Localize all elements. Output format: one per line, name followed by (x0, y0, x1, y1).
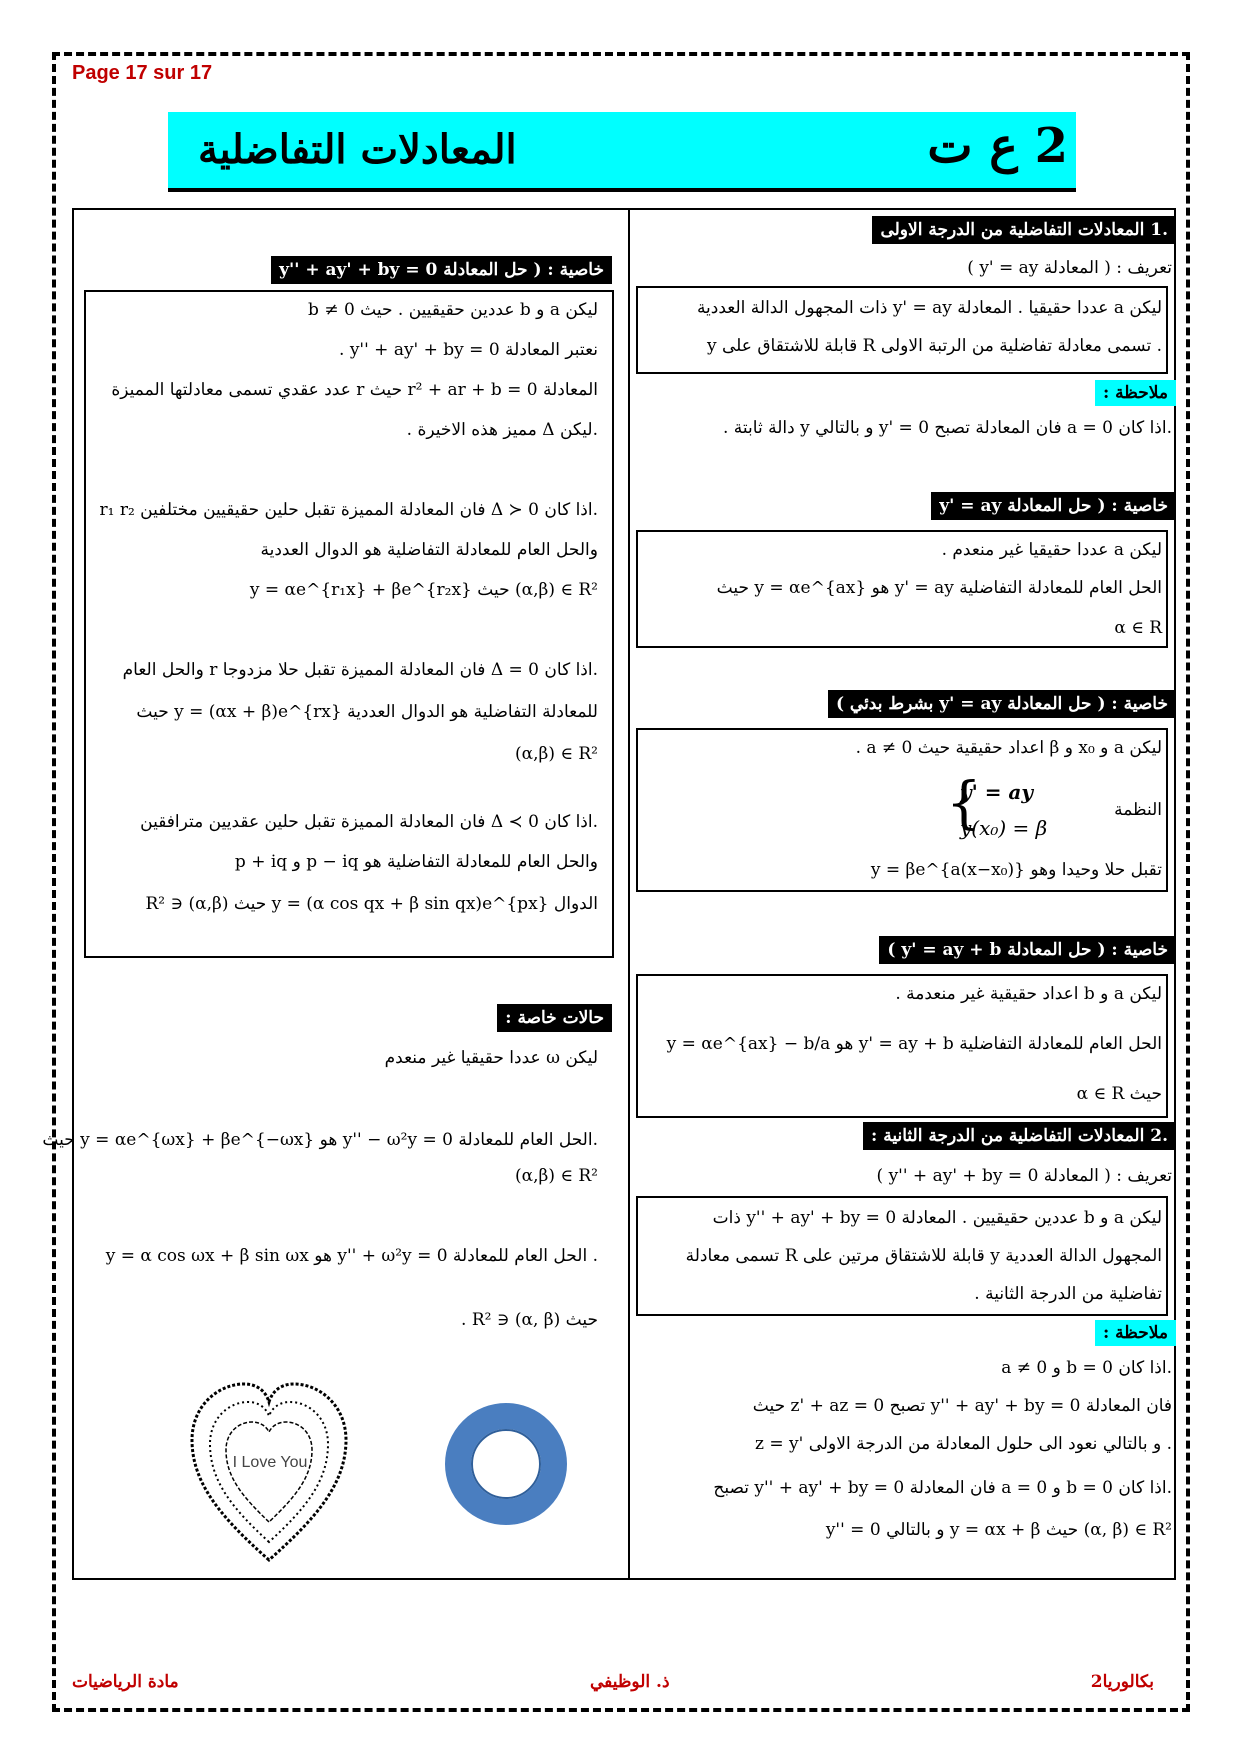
note2-line-4: .اذا كان b = 0 و a = 0 فان المعادلة y'' + ay' + by = 0 تصبح (713, 1478, 1172, 1498)
prop4-line-3: المعادلة r² + ar + b = 0 حيث r عدد عقدي تسمى معادلتها المميزة (111, 380, 598, 400)
section-1-title: .1 المعادلات التفاضلية من الدرجة الاولى (872, 216, 1176, 244)
prop1-line-2: الحل العام للمعادلة التفاضلية y' = ay هو y = αe^{ax} حيث (716, 578, 1162, 598)
special-line-2: .الحل العام للمعادلة y'' − ω²y = 0 هو y = αe^{ωx} + βe^{−ωx} حيث (42, 1130, 598, 1150)
special-cases-title: حالات خاصة : (497, 1004, 612, 1032)
special-line-1: ليكن ω عددا حقيقيا غير منعدم (384, 1048, 598, 1068)
property-1-title: خاصية : ( حل المعادلة y' = ay (931, 492, 1176, 520)
heart-text: I Love You (232, 1454, 308, 1471)
footer-level: 2بكالوريا (1090, 1672, 1154, 1692)
note2-line-2: فان المعادلة y'' + ay' + by = 0 تصبح z' + az = 0 حيث (752, 1396, 1172, 1416)
case3-line-2: p + iq و p − iq والحل العام للمعادلة التفاضلية هو (234, 852, 598, 872)
property-3-title: خاصية : ( حل المعادلة y' = ay + b ) (879, 936, 1176, 964)
system-brace: { (946, 771, 982, 836)
note-1-line: .اذا كان a = 0 فان المعادلة تصبح y' = 0 و بالتالي y دالة ثابتة . (722, 418, 1172, 438)
footer-author: ذ. الوظيفي (590, 1672, 670, 1692)
case2-line-2: للمعادلة التفاضلية هو الدوال العددية y = (αx + β)e^{rx} حيث (136, 702, 598, 722)
title-banner (168, 112, 1076, 192)
def2-line-3: تفاضلية من الدرجة الثانية . (974, 1284, 1162, 1304)
section-2-title: .2 المعادلات التفاضلية من الدرجة الثانية : (863, 1122, 1176, 1150)
prop4-line-4: .ليكن Δ مميز هذه الاخيرة . (406, 420, 598, 440)
def2-line-2: المجهول الدالة العددية y قابلة للاشتقاق مرتين على R تسمى معادلة (685, 1246, 1162, 1266)
case3-line-1: .اذا كان Δ ≺ 0 فان المعادلة المميزة تقبل حلين عقديين مترافقين (140, 812, 598, 832)
note-1-label: ملاحظة : (1095, 380, 1176, 406)
note2-line-3: z = y' و بالتالي نعود الى حلول المعادلة من الدرجة الاولى . (755, 1434, 1172, 1454)
definition-1: تعريف : ( المعادلة y' = ay ) (967, 258, 1172, 278)
def1-line-1: ليكن a عددا حقيقيا . المعادلة y' = ay ذات المجهول الدالة العددية (696, 298, 1162, 318)
property-2-title: خاصية : ( حل المعادلة y' = ay بشرط بدئي ) (828, 690, 1176, 718)
case3-line-3: الدوال y = (α cos qx + β sin qx)e^{px} حيث (α,β) ∈ R² (145, 894, 598, 914)
prop2-system-label: النظمة (1114, 800, 1162, 820)
prop4-line-2: نعتبر المعادلة y'' + ay' + by = 0 . (339, 340, 598, 360)
prop2-system-eq-2: y(x₀) = β (960, 816, 1048, 840)
prop2-system-eq-1: y' = ay (960, 780, 1034, 804)
prop2-line-1: ليكن a و x₀ و β اعداد حقيقية حيث a ≠ 0 . (855, 738, 1162, 758)
case2-line-3: (α,β) ∈ R² (515, 744, 598, 764)
case1-line-1: .اذا كان Δ ≻ 0 فان المعادلة المميزة تقبل حلين حقيقيين مختلفين r₁ r₂ (99, 500, 598, 520)
page-number: Page 17 sur 17 (72, 62, 213, 84)
level-badge: 2 ع ت (927, 118, 1068, 174)
prop1-line-1: ليكن a عددا حقيقيا غير منعدم . (941, 540, 1162, 560)
page-title: المعادلات التفاضلية (198, 126, 517, 173)
note-2-label: ملاحظة : (1095, 1320, 1176, 1346)
case1-line-2: والحل العام للمعادلة التفاضلية هو الدوال العددية (260, 540, 598, 560)
footer-subject: مادة الرياضيات (72, 1672, 179, 1692)
property-4-title: خاصية : ( حل المعادلة y'' + ay' + by = 0 (271, 256, 612, 284)
special-line-3: (α,β) ∈ R² (515, 1166, 598, 1186)
prop1-line-3: α ∈ R (1114, 618, 1162, 638)
definition-2: تعريف : ( المعادلة y'' + ay' + by = 0 ) (876, 1166, 1172, 1186)
ring-icon (442, 1400, 570, 1528)
case1-line-3: y = αe^{r₁x} + βe^{r₂x} حيث (α,β) ∈ R² (249, 580, 598, 600)
prop3-line-2: الحل العام للمعادلة التفاضلية y' = ay + b هو y = αe^{ax} − b/a (666, 1034, 1162, 1054)
special-line-4: . الحل العام للمعادلة y'' + ω²y = 0 هو y = α cos ωx + β sin ωx (105, 1246, 598, 1266)
prop3-line-3: حيث α ∈ R (1076, 1084, 1162, 1104)
prop2-line-3: تقبل حلا وحيدا وهو y = βe^{a(x−x₀)} (870, 860, 1162, 880)
column-divider (628, 208, 630, 1580)
special-line-5: حيث (α, β) ∈ R² . (461, 1310, 598, 1330)
prop3-line-1: ليكن a و b اعداد حقيقية غير منعدمة . (895, 984, 1162, 1004)
def2-line-1: ليكن a و b عددين حقيقيين . المعادلة y'' + ay' + by = 0 ذات (712, 1208, 1162, 1228)
def1-line-2: y قابلة للاشتقاق على R تسمى معادلة تفاضلية من الرتبة الاولى . (706, 336, 1162, 356)
case2-line-1: .اذا كان Δ = 0 فان المعادلة المميزة تقبل حلا مزدوجا r والحل العام (122, 660, 598, 680)
note2-line-1: .اذا كان b = 0 و a ≠ 0 (1001, 1358, 1172, 1378)
note2-line-5: y'' = 0 و بالتالي y = αx + β حيث (α, β) ∈ R² (825, 1520, 1172, 1540)
prop4-line-1: ليكن a و b عددين حقيقيين . حيث b ≠ 0 (308, 300, 598, 320)
